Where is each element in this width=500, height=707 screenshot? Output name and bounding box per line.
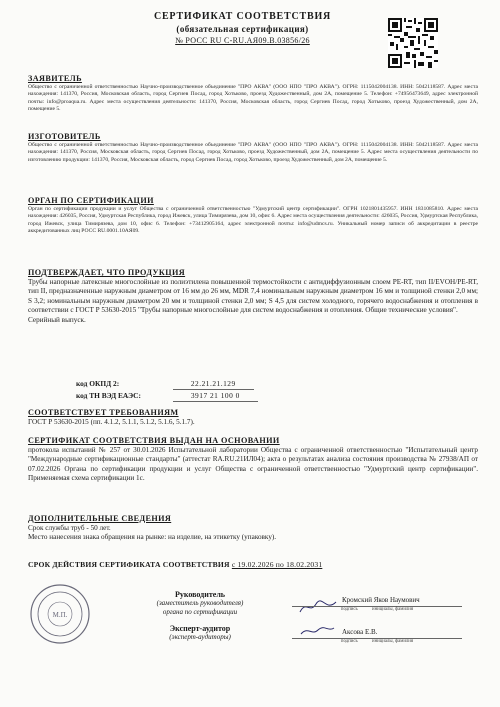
code-label: код ОКПД 2: <box>76 379 120 388</box>
product-serial: Серийный выпуск. <box>28 315 86 324</box>
codes-section <box>28 378 478 402</box>
head-role: Руководитель <box>174 590 226 599</box>
expert-role-block <box>110 624 290 642</box>
title-block <box>95 10 390 47</box>
validity-dates: с 19.02.2026 по 18.02.2031 <box>231 560 323 569</box>
signature-block <box>28 584 478 644</box>
basis-text: протокола испытаний № 257 от 30.01.2026 Испытательной лаборатории Общества с ограниченной ответственностью "Испытательный центр "Международные сертификационные стандарты" (аттестат RA.RU.21ИЛ04); акта о результатах анализа состояния производства № 27938/АП от 07.02.2026 Органа по сертификации продукции и услуг Общества с ограниченной ответственностью "Удмуртский центр сертификации". Применяемая схема сертификации 1с. <box>28 446 478 483</box>
additional-section <box>28 514 478 543</box>
head-role-sub-1: (заместитель руководителя) <box>156 599 244 607</box>
code-label: код ТН ВЭД ЕАЭС: <box>76 391 141 400</box>
expert-role-sub: (эксперт-аудиторы) <box>169 633 231 641</box>
basis-section <box>28 436 478 484</box>
head-role-sub-2: органа по сертификации <box>162 608 238 616</box>
product-text: Трубы напорные латексные многослойные из полиэтилена повышенной термостойкости с антидиффузионным слоем PE-RT, тип II/EVOH/PE-RT, тип II, предназначенные наружным диаметром от 16 мм до 26 мм, MDR 7,4 номинальным наружным диаметром 16 мм и толщиной стенки 2,0 мм; S 3,2; номинальным наружным диаметром 20 мм и толщиной стенки 2,0 мм; S 4,5 для систем холодного, горячего водоснабжения и отопления в соответствии с ГОСТ Р 53630-2015 "Трубы напорные многослойные для систем водоснабжения и отопления. Общие технические условия". <box>28 278 478 315</box>
seal-text: М.П. <box>52 611 68 619</box>
head-sign-line <box>292 606 462 612</box>
code-row-tnved <box>28 390 478 402</box>
additional-heading: ДОПОЛНИТЕЛЬНЫЕ СВЕДЕНИЯ <box>28 514 172 523</box>
caption-name: инициалы, фамилия <box>372 607 414 612</box>
expert-name: Аксова Е.В. <box>342 628 378 636</box>
code-value: 3917 21 100 0 <box>173 390 258 402</box>
product-section <box>28 268 478 325</box>
certification-body-heading: ОРГАН ПО СЕРТИФИКАЦИИ <box>28 196 154 205</box>
certification-body-section <box>28 196 478 236</box>
head-name: Кромский Яков Наумович <box>342 596 420 604</box>
validity-section <box>28 560 478 570</box>
additional-text-2: Место нанесения знака обращения на рынке: на изделие, на этикетку (упаковку). <box>28 533 277 542</box>
code-value: 22.21.21.129 <box>173 378 254 390</box>
caption-sign: подпись <box>340 639 358 644</box>
applicant-text: Общество с ограниченной ответственностью Научно-производственное объединение "ПРО АКВА" (ООО НПО "ПРО АКВА"). ОГРН: 1115042004138. ИНН: 5042118587. Адрес места нахождения: 141370, Россия, Московская область, город Сергиев Посад, город Хотьково, проезд Художественный, дом 2А, помещение 5. Телефон: +74956473649, адрес электронной почты: info@proaqua.ru. Адрес места осуществления деятельности: 141370, Россия, Московская область, город Сергиев Посад, город Хотьково, проезд Художественный, дом 2А, помещение 5. <box>28 84 478 113</box>
certificate-subtitle: (обязательная сертификация) <box>176 24 309 34</box>
additional-text-1: Срок службы труб - 50 лет. <box>28 524 111 532</box>
basis-heading: СЕРТИФИКАТ СООТВЕТСТВИЯ ВЫДАН НА ОСНОВАНИИ <box>28 436 280 445</box>
requirements-heading: СООТВЕТСТВУЕТ ТРЕБОВАНИЯМ <box>28 408 179 417</box>
certification-body-text: Орган по сертификации продукции и услуг Общества с ограниченной ответственностью "Удмуртский центр сертификации". ОГРН 1021801435957. ИНН 1831085810. Адрес места нахождения: 426035, Россия, Удмуртская Республика, город Ижевск, улица Тимирязева, дом 10, офис 6. Адрес места осуществления деятельности: 426035, Россия, Удмуртская Республика, город Ижевск, улица Тимирязева, дом 10, офис 6. Телефон: +73412905164, адрес электронной почты: info@udmcs.ru. Уникальный номер записи об аккредитации в реестре аккредитованных лиц РОСС RU.0001.10АЯ09. <box>28 206 478 235</box>
caption-sign: подпись <box>340 607 358 612</box>
caption-name: инициалы, фамилия <box>372 639 414 644</box>
certificate-title: СЕРТИФИКАТ СООТВЕТСТВИЯ <box>153 11 332 22</box>
applicant-section <box>28 74 478 114</box>
validity-line <box>28 560 478 570</box>
seal-stamp-icon <box>28 582 92 646</box>
head-role-block <box>110 590 290 617</box>
qr-code-icon <box>388 18 438 68</box>
expert-role: Эксперт-аудитор <box>169 624 231 633</box>
requirements-section <box>28 408 478 427</box>
manufacturer-heading: ИЗГОТОВИТЕЛЬ <box>28 132 101 141</box>
validity-label: СРОК ДЕЙСТВИЯ СЕРТИФИКАТА СООТВЕТСТВИЯ <box>28 560 230 569</box>
applicant-heading: ЗАЯВИТЕЛЬ <box>28 74 82 83</box>
product-heading: ПОДТВЕРЖДАЕТ, ЧТО ПРОДУКЦИЯ <box>28 268 186 277</box>
certificate-number: № РОСС RU С-RU.АЯ09.В.03856/26 <box>175 36 310 45</box>
requirements-text: ГОСТ Р 53630-2015 (пп. 4.1.2, 5.1.1, 5.1.2, 5.1.6, 5.1.7). <box>28 418 195 426</box>
certificate-header <box>0 0 500 72</box>
expert-sign-line <box>292 638 462 644</box>
code-row-okpd <box>28 378 478 390</box>
manufacturer-text: Общество с ограниченной ответственностью Научно-производственное объединение "ПРО АКВА" (ООО НПО "ПРО АКВА"). ОГРН: 1115042004138. ИНН: 5042118587. Адрес места нахождения: 141370, Россия, Московская область, город Сергиев Посад, город Хотьково, проезд Художественный, дом 2А, помещение 5. Адрес места осуществления деятельности по изготовлению продукции: 141370, Россия, Московская область, город Сергиев Посад, город Хотьково, проезд Художественный, дом 2А, помещение 5. <box>28 142 478 163</box>
manufacturer-section <box>28 132 478 164</box>
